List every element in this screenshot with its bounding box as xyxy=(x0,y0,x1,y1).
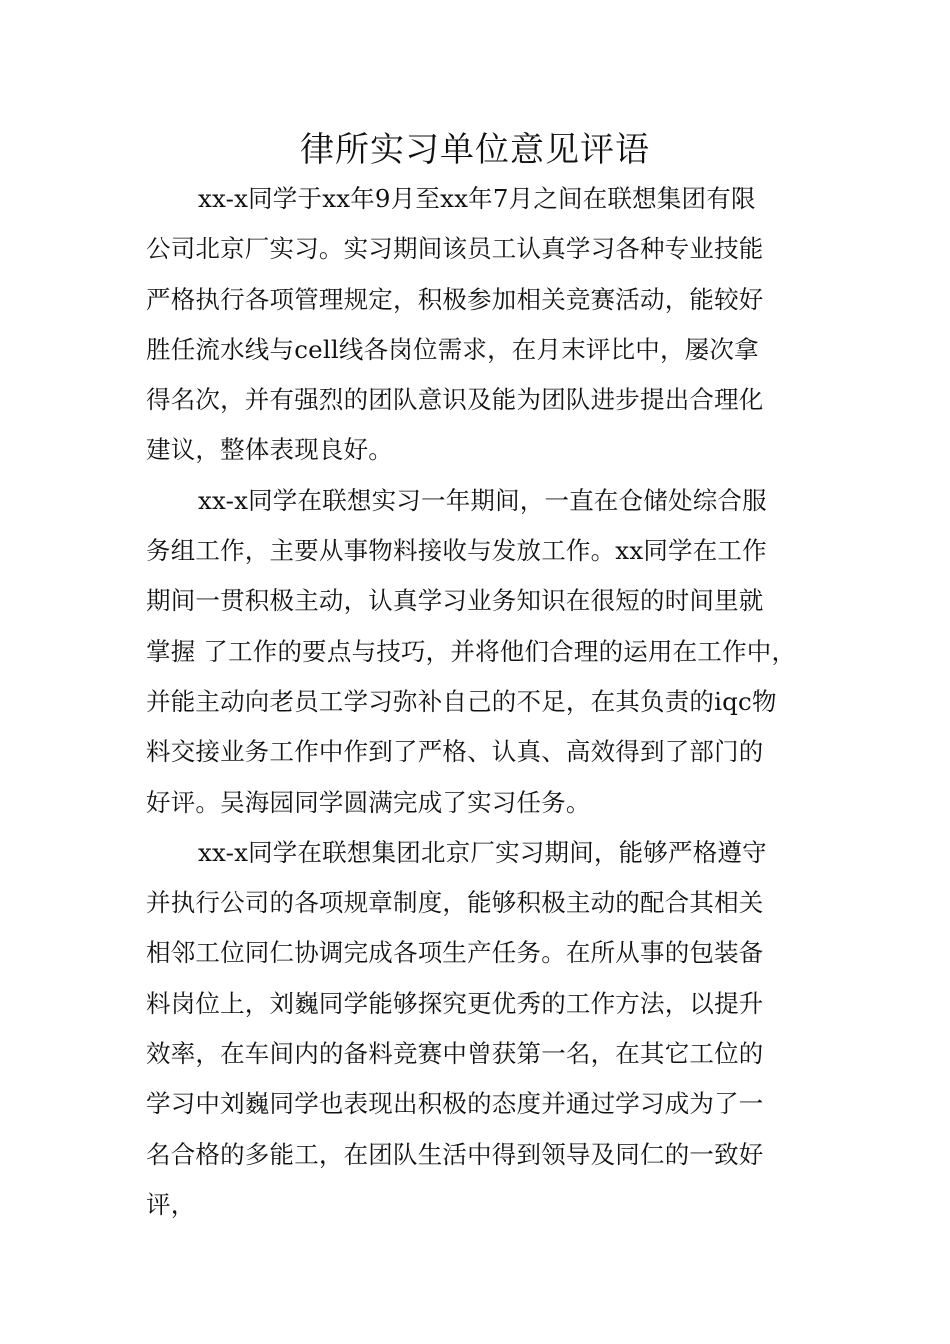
paragraph-line: 严格执行各项管理规定，积极参加相关竞赛活动，能较好 xyxy=(146,284,764,314)
paragraph-line: 建议，整体表现良好。 xyxy=(146,435,393,465)
paragraph-1 xyxy=(146,174,810,476)
paragraph-line: 胜任流水线与cell线各岗位需求，在月末评比中，屡次拿 xyxy=(146,334,759,364)
paragraph-line: 并执行公司的各项规章制度，能够积极主动的配合其相关 xyxy=(146,888,764,918)
paragraph-line: 并能主动向老员工学习弥补自己的不足，在其负责的iqc物 xyxy=(146,686,777,716)
paragraph-line: 相邻工位同仁协调完成各项生产任务。在所从事的包装备 xyxy=(146,938,764,968)
paragraph-line: 期间一贯积极主动，认真学习业务知识在很短的时间里就 xyxy=(146,586,764,616)
paragraph-3 xyxy=(146,828,810,1230)
document-body xyxy=(146,174,810,1230)
paragraph-line: xx-x同学于xx年9月至xx年7月之间在联想集团有限 xyxy=(198,184,756,213)
paragraph-line: 料交接业务工作中作到了严格、认真、高效得到了部门的 xyxy=(146,737,764,767)
paragraph-line: 评， xyxy=(146,1189,196,1219)
paragraph-line: xx-x同学在联想集团北京厂实习期间，能够严格遵守 xyxy=(198,837,767,867)
paragraph-line: 公司北京厂实习。实习期间该员工认真学习各种专业技能 xyxy=(146,234,764,264)
paragraph-line: 掌握 了工作的要点与技巧，并将他们合理的运用在工作中， xyxy=(146,636,797,666)
document-title: 律所实习单位意见评语 xyxy=(300,130,650,170)
paragraph-line: 学习中刘巍同学也表现出积极的态度并通过学习成为了一 xyxy=(146,1089,764,1119)
paragraph-line: 好评。吴海园同学圆满完成了实习任务。 xyxy=(146,787,591,817)
paragraph-line: 效率，在车间内的备料竞赛中曾获第一名，在其它工位的 xyxy=(146,1039,764,1069)
paragraph-line: 务组工作，主要从事物料接收与发放工作。xx同学在工作 xyxy=(146,536,767,566)
paragraph-line: 得名次，并有强烈的团队意识及能为团队进步提出合理化 xyxy=(146,385,764,415)
paragraph-line: 名合格的多能工，在团队生活中得到领导及同仁的一致好 xyxy=(146,1139,764,1169)
paragraph-line: xx-x同学在联想实习一年期间，一直在仓储处综合服 xyxy=(198,485,767,515)
paragraph-2 xyxy=(146,476,810,828)
paragraph-line: 料岗位上，刘巍同学能够探究更优秀的工作方法，以提升 xyxy=(146,988,764,1018)
